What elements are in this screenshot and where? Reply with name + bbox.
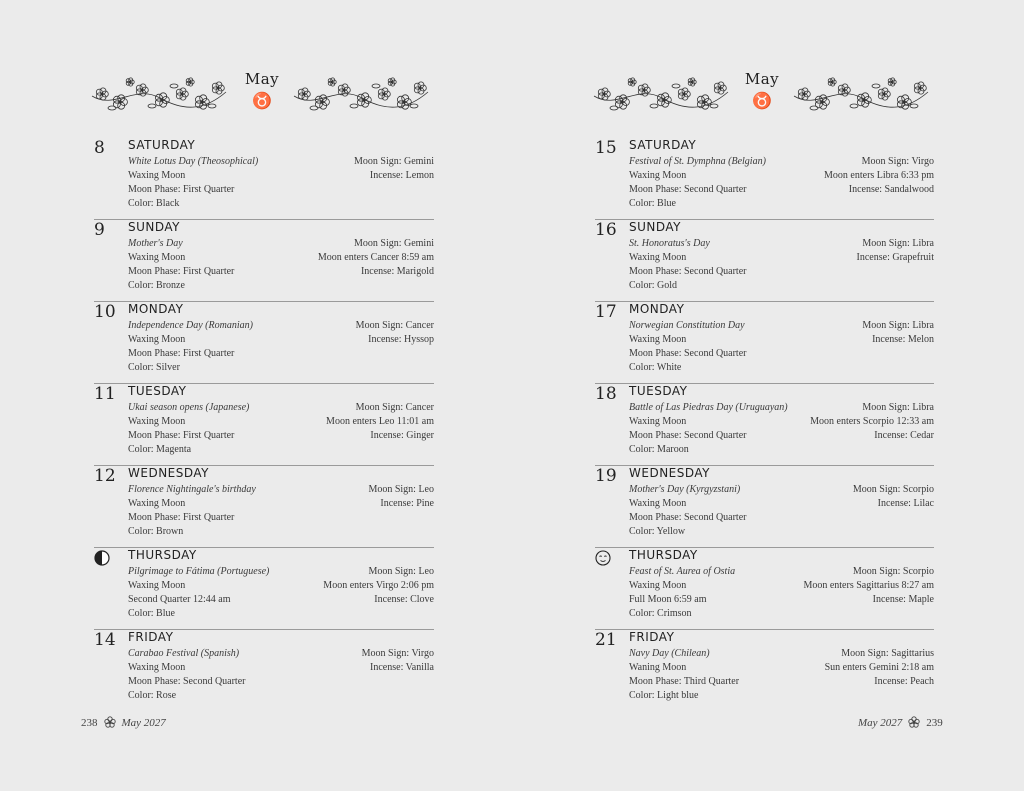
astro-detail: Incense: Cedar xyxy=(874,430,934,441)
moon-state: Waxing Moon xyxy=(128,170,186,181)
moon-state: Waxing Moon xyxy=(629,580,687,591)
astro-detail: Moon Sign: Libra xyxy=(862,238,934,249)
weekday-label: TUESDAY xyxy=(128,384,187,398)
moon-phase: Moon Phase: First Quarter xyxy=(128,266,235,277)
day-color: Color: Blue xyxy=(128,608,175,619)
floral-vine-ornament xyxy=(792,72,930,118)
page-header xyxy=(0,64,512,124)
astro-detail: Moon Sign: Virgo xyxy=(361,648,434,659)
astro-detail: Moon Sign: Cancer xyxy=(355,320,434,331)
day-color: Color: Light blue xyxy=(629,690,699,701)
weekday-label: FRIDAY xyxy=(128,630,174,644)
holiday-name: White Lotus Day (Theosophical) xyxy=(128,156,259,167)
day-color: Color: Silver xyxy=(128,362,180,373)
day-color: Color: Blue xyxy=(629,198,676,209)
astro-detail: Incense: Hyssop xyxy=(368,334,434,345)
moon-state: Waxing Moon xyxy=(128,416,186,427)
taurus-sign-icon: ♉ xyxy=(252,93,272,110)
weekday-label: MONDAY xyxy=(629,302,685,316)
weekday-label: SATURDAY xyxy=(629,138,697,152)
moon-state: Waxing Moon xyxy=(128,498,186,509)
astro-detail: Moon Sign: Leo xyxy=(368,484,434,495)
astro-detail: Moon Sign: Sagittarius xyxy=(841,648,934,659)
moon-phase: Moon Phase: First Quarter xyxy=(128,348,235,359)
holiday-name: Ukai season opens (Japanese) xyxy=(128,402,250,413)
astro-detail: Incense: Vanilla xyxy=(370,662,434,673)
astro-detail: Moon Sign: Libra xyxy=(862,402,934,413)
page-footer xyxy=(858,716,943,731)
month-title: May xyxy=(244,70,280,88)
date-number: 15 xyxy=(595,138,617,158)
weekday-label: THURSDAY xyxy=(629,548,698,562)
weekday-label: MONDAY xyxy=(128,302,184,316)
astro-detail: Moon Sign: Scorpio xyxy=(852,484,934,495)
day-entry xyxy=(595,138,934,220)
date-number: 17 xyxy=(595,302,617,322)
weekday-label: SATURDAY xyxy=(128,138,196,152)
day-color: Color: Brown xyxy=(128,526,184,537)
holiday-name: Florence Nightingale's birthday xyxy=(128,484,256,495)
page-footer xyxy=(81,716,166,731)
astro-detail: Moon Sign: Gemini xyxy=(353,156,434,167)
astro-detail: Incense: Grapefruit xyxy=(856,252,934,263)
day-color: Color: Black xyxy=(128,198,180,209)
flower-icon xyxy=(104,716,116,731)
weekday-label: WEDNESDAY xyxy=(629,466,710,480)
footer-month-year: May 2027 xyxy=(121,717,166,729)
holiday-name: Independence Day (Romanian) xyxy=(128,320,253,331)
day-entry xyxy=(595,384,934,466)
date-number: 16 xyxy=(595,220,617,240)
moon-state: Waxing Moon xyxy=(128,252,186,263)
moon-phase: Full Moon 6:59 am xyxy=(629,594,707,605)
moon-phase: Moon Phase: First Quarter xyxy=(128,512,235,523)
astro-detail: Moon Sign: Leo xyxy=(368,566,434,577)
page-number: 238 xyxy=(81,717,98,729)
date-number: 12 xyxy=(94,466,116,486)
holiday-name: Norwegian Constitution Day xyxy=(629,320,745,331)
astro-detail: Moon Sign: Virgo xyxy=(861,156,934,167)
day-entry xyxy=(94,384,434,466)
moon-phase: Moon Phase: Second Quarter xyxy=(128,676,246,687)
weekday-label: WEDNESDAY xyxy=(128,466,209,480)
taurus-sign-icon: ♉ xyxy=(752,93,772,110)
date-number: 14 xyxy=(94,630,116,650)
moon-phase: Moon Phase: Second Quarter xyxy=(629,184,747,195)
moon-state: Waxing Moon xyxy=(128,662,186,673)
moon-phase: Moon Phase: Second Quarter xyxy=(629,348,747,359)
astro-detail: Incense: Lemon xyxy=(369,170,434,181)
day-color: Color: Gold xyxy=(629,280,678,291)
weekday-label: TUESDAY xyxy=(629,384,688,398)
moon-phase: Moon Phase: First Quarter xyxy=(128,184,235,195)
moon-state: Waxing Moon xyxy=(629,334,687,345)
half-moon-icon xyxy=(94,548,120,566)
moon-phase: Moon Phase: First Quarter xyxy=(128,430,235,441)
astro-detail: Incense: Melon xyxy=(872,334,934,345)
floral-vine-ornament xyxy=(292,72,430,118)
astro-detail: Moon Sign: Gemini xyxy=(353,238,434,249)
astro-detail: Incense: Pine xyxy=(380,498,434,509)
holiday-name: Mother's Day xyxy=(128,238,183,249)
weekday-label: SUNDAY xyxy=(629,220,682,234)
day-list xyxy=(595,138,934,711)
astro-detail: Incense: Sandalwood xyxy=(848,184,934,195)
moon-phase: Second Quarter 12:44 am xyxy=(128,594,231,605)
day-color: Color: Bronze xyxy=(128,280,185,291)
holiday-name: Navy Day (Chilean) xyxy=(629,648,710,659)
day-entry xyxy=(94,630,434,711)
moon-state: Waning Moon xyxy=(629,662,687,673)
holiday-name: Battle of Las Piedras Day (Uruguayan) xyxy=(629,402,788,413)
astro-detail: Moon enters Sagittarius 8:27 am xyxy=(803,580,934,591)
astro-detail: Incense: Peach xyxy=(874,676,934,687)
day-entry xyxy=(595,302,934,384)
flower-icon xyxy=(908,716,920,731)
date-number: 8 xyxy=(94,138,105,158)
day-entry xyxy=(94,466,434,548)
day-entry xyxy=(595,220,934,302)
date-number: 19 xyxy=(595,466,617,486)
day-entry xyxy=(94,138,434,220)
holiday-name: Festival of St. Dymphna (Belgian) xyxy=(629,156,766,167)
full-moon-face-icon xyxy=(595,548,621,566)
astro-detail: Moon Sign: Cancer xyxy=(355,402,434,413)
footer-month-year: May 2027 xyxy=(858,717,903,729)
month-title: May xyxy=(744,70,780,88)
day-color: Color: Magenta xyxy=(128,444,192,455)
date-number: 11 xyxy=(94,384,116,404)
astro-detail: Moon enters Leo 11:01 am xyxy=(326,416,434,427)
date-number: 9 xyxy=(94,220,105,240)
holiday-name: Carabao Festival (Spanish) xyxy=(128,648,240,659)
holiday-name: Mother's Day (Kyrgyzstani) xyxy=(629,484,741,495)
astro-detail: Moon Sign: Libra xyxy=(862,320,934,331)
weekday-label: THURSDAY xyxy=(128,548,197,562)
moon-state: Waxing Moon xyxy=(629,252,687,263)
moon-phase: Moon Phase: Third Quarter xyxy=(629,676,740,687)
moon-state: Waxing Moon xyxy=(629,170,687,181)
astro-detail: Incense: Lilac xyxy=(877,498,934,509)
day-color: Color: Crimson xyxy=(629,608,692,619)
day-entry xyxy=(595,548,934,630)
astro-detail: Incense: Clove xyxy=(374,594,434,605)
astro-detail: Moon enters Libra 6:33 pm xyxy=(824,170,934,181)
astro-detail: Sun enters Gemini 2:18 am xyxy=(824,662,934,673)
astro-detail: Incense: Maple xyxy=(872,594,934,605)
floral-vine-ornament xyxy=(90,72,228,118)
date-number: 18 xyxy=(595,384,617,404)
astro-detail: Moon enters Virgo 2:06 pm xyxy=(323,580,434,591)
right-page xyxy=(512,0,1024,791)
holiday-name: St. Honoratus's Day xyxy=(629,238,710,249)
moon-state: Waxing Moon xyxy=(629,498,687,509)
astro-detail: Moon Sign: Scorpio xyxy=(852,566,934,577)
day-color: Color: White xyxy=(629,362,682,373)
day-list xyxy=(94,138,434,711)
date-number: 10 xyxy=(94,302,116,322)
astro-detail: Incense: Ginger xyxy=(370,430,434,441)
day-entry xyxy=(94,220,434,302)
holiday-name: Feast of St. Aurea of Ostia xyxy=(629,566,736,577)
moon-phase: Moon Phase: Second Quarter xyxy=(629,512,747,523)
weekday-label: SUNDAY xyxy=(128,220,181,234)
day-entry xyxy=(595,466,934,548)
page-number: 239 xyxy=(926,717,943,729)
day-entry xyxy=(94,548,434,630)
moon-state: Waxing Moon xyxy=(629,416,687,427)
moon-state: Waxing Moon xyxy=(128,580,186,591)
astro-detail: Moon enters Cancer 8:59 am xyxy=(317,252,434,263)
day-color: Color: Rose xyxy=(128,690,177,701)
weekday-label: FRIDAY xyxy=(629,630,675,644)
day-entry xyxy=(595,630,934,711)
day-color: Color: Maroon xyxy=(629,444,689,455)
date-number: 21 xyxy=(595,630,617,650)
day-entry xyxy=(94,302,434,384)
page-header xyxy=(512,64,1024,124)
astro-detail: Incense: Marigold xyxy=(360,266,434,277)
astro-detail: Moon enters Scorpio 12:33 am xyxy=(810,416,934,427)
day-color: Color: Yellow xyxy=(629,526,686,537)
floral-vine-ornament xyxy=(592,72,730,118)
moon-phase: Moon Phase: Second Quarter xyxy=(629,266,747,277)
moon-state: Waxing Moon xyxy=(128,334,186,345)
holiday-name: Pilgrimage to Fátima (Portuguese) xyxy=(128,566,270,577)
moon-phase: Moon Phase: Second Quarter xyxy=(629,430,747,441)
